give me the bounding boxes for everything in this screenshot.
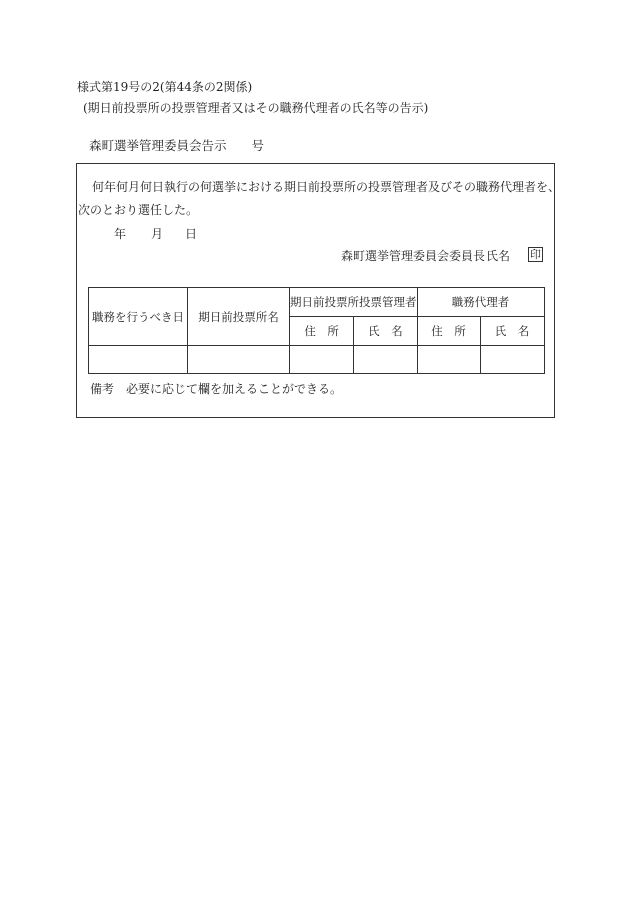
- signer-name-label: 氏名: [486, 249, 511, 263]
- signer-title: 森町選挙管理委員会委員長: [341, 249, 486, 263]
- cell-duty-date[interactable]: [89, 346, 188, 374]
- notice-number: 森町選挙管理委員会告示 号: [89, 138, 265, 153]
- header-polling-station: 期日前投票所名: [188, 288, 290, 346]
- notice-body-line-1: 何年何月何日執行の何選挙における期日前投票所の投票管理者及びその職務代理者を、: [92, 180, 561, 194]
- date-month: 月: [151, 227, 164, 241]
- header-manager: 期日前投票所投票管理者: [290, 288, 418, 317]
- header-manager-address: 住 所: [290, 317, 354, 346]
- header-deputy: 職務代理者: [417, 288, 544, 317]
- header-manager-name: 氏 名: [354, 317, 417, 346]
- form-number: 様式第19号の2(第44条の2関係): [77, 80, 253, 94]
- date-day: 日: [185, 227, 198, 241]
- cell-deputy-address[interactable]: [417, 346, 480, 374]
- cell-manager-name[interactable]: [354, 346, 417, 374]
- appointment-table: [88, 287, 545, 374]
- cell-polling-station[interactable]: [188, 346, 290, 374]
- notice-body-line-2: 次のとおり選任した。: [78, 203, 199, 217]
- remark-note: 備考 必要に応じて欄を加えることができる。: [90, 382, 343, 396]
- seal-mark: 印: [530, 248, 541, 261]
- header-deputy-address: 住 所: [417, 317, 480, 346]
- cell-deputy-name[interactable]: [480, 346, 544, 374]
- table-header-row: [89, 288, 545, 317]
- table-row: [89, 346, 545, 374]
- date-year: 年: [114, 227, 127, 241]
- cell-manager-address[interactable]: [290, 346, 354, 374]
- header-deputy-name: 氏 名: [480, 317, 544, 346]
- form-title: (期日前投票所の投票管理者又はその職務代理者の氏名等の告示): [83, 101, 429, 115]
- header-duty-date: 職務を行うべき日: [89, 288, 188, 346]
